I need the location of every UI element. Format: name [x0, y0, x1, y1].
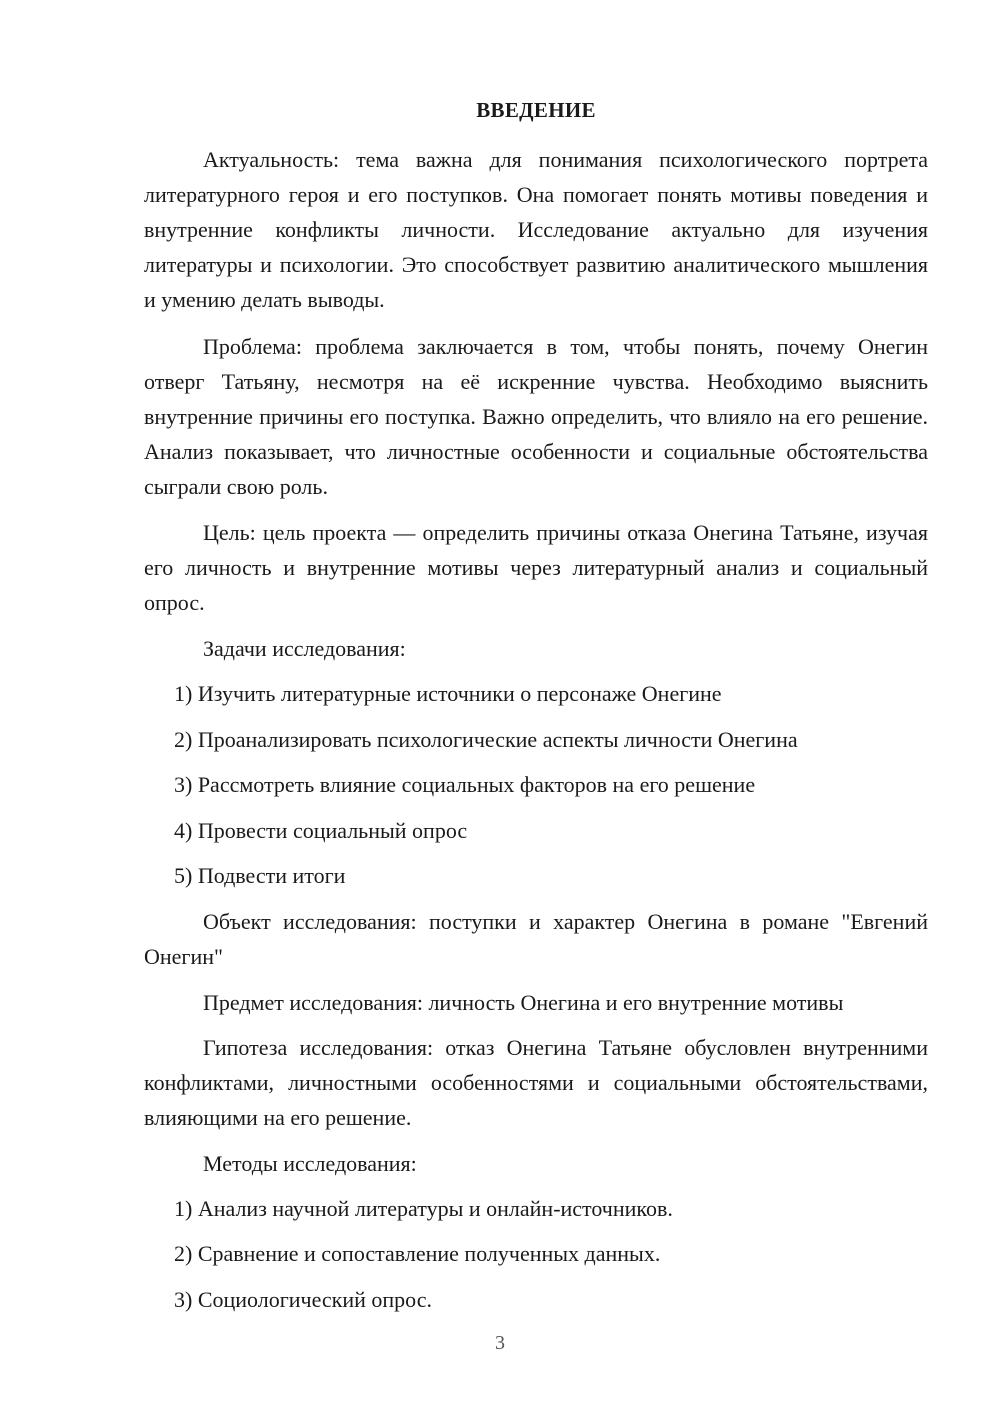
- paragraph-object: Объект исследования: поступки и характер Онегина в романе "Евгений Онегин": [144, 909, 928, 969]
- task-item-5: 5) Подвести итоги: [174, 863, 346, 888]
- paragraph-problem: Проблема: проблема заключается в том, чтобы понять, почему Онегин отверг Татьяну, несмотря на её искренние чувства. Необходимо выяснить внутренние причины его поступка. Важно определить, что влияло на его решение. Анализ показывает, что личностные особенности и социальные обстоятельства сыграли свою роль.: [144, 334, 928, 499]
- method-item-1: 1) Анализ научной литературы и онлайн-источников.: [174, 1196, 673, 1221]
- paragraph-hypothesis: Гипотеза исследования: отказ Онегина Татьяне обусловлен внутренними конфликтами, личностными особенностями и социальными обстоятельствами, влияющими на его решение.: [144, 1035, 928, 1130]
- paragraph-subject: Предмет исследования: личность Онегина и его внутренние мотивы: [203, 990, 844, 1015]
- task-item-3: 3) Рассмотреть влияние социальных факторов на его решение: [174, 772, 756, 797]
- task-item-2: 2) Проанализировать психологические аспекты личности Онегина: [174, 727, 798, 752]
- task-item-1: 1) Изучить литературные источники о персонаже Онегине: [174, 681, 722, 706]
- page-number: 3: [495, 1332, 505, 1354]
- page-title: ВВЕДЕНИЕ: [476, 98, 596, 122]
- method-item-3: 3) Социологический опрос.: [174, 1287, 432, 1312]
- paragraph-goal: Цель: цель проекта — определить причины отказа Онегина Татьяне, изучая его личность и внутренние мотивы через литературный анализ и социальный опрос.: [144, 520, 928, 615]
- methods-heading: Методы исследования:: [203, 1151, 417, 1176]
- tasks-heading: Задачи исследования:: [203, 636, 406, 661]
- method-item-2: 2) Сравнение и сопоставление полученных данных.: [174, 1241, 661, 1266]
- task-item-4: 4) Провести социальный опрос: [174, 818, 468, 843]
- paragraph-relevance: Актуальность: тема важна для понимания психологического портрета литературного героя и его поступков. Она помогает понять мотивы поведения и внутренние конфликты личности. Исследование актуально для изучения литературы и психологии. Это способствует развитию аналитического мышления и умению делать выводы.: [144, 147, 928, 312]
